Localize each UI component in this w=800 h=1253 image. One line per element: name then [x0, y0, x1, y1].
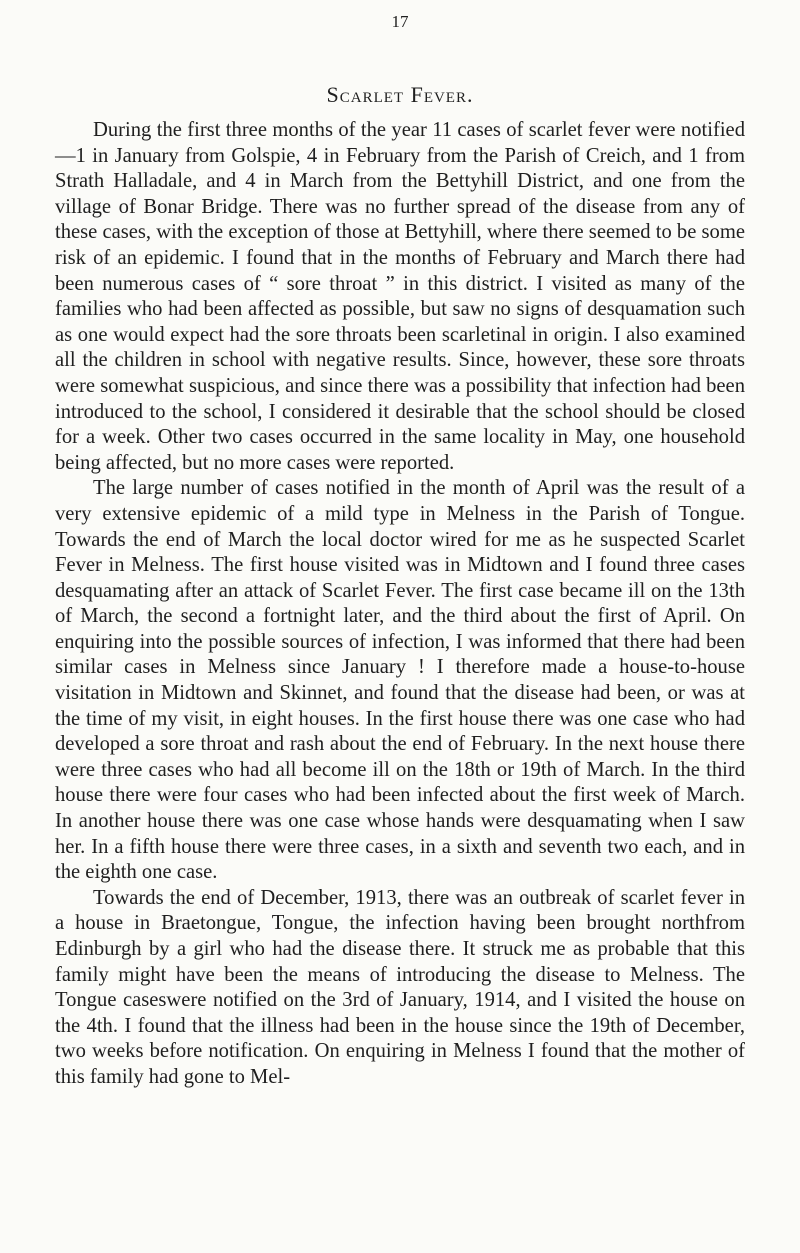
paragraph-3: Towards the end of December, 1913, there was an outbreak of scarlet fever in a house in Braetongue, Tongue, the infection having been brought northfrom Edinburgh by a girl who had the disease there. It struck me as probable that this family might have been the means of introducing the disease to Melness. The Tongue caseswere notified on the 3rd of January, 1914, and I visited the house on the 4th. I found that the illness had been in the house since the 19th of December, two weeks before notification. On enquiring in Melness I found that the mother of this family had gone to Mel- — [55, 886, 745, 1088]
section-heading: Scarlet Fever. — [326, 82, 474, 107]
body-text — [55, 118, 745, 1091]
page-number: 17 — [391, 12, 409, 31]
paragraph-2: The large number of cases notified in the month of April was the result of a very extensive epidemic of a mild type in Melness in the Parish of Tongue. Towards the end of March the local doctor wired for me as he suspected Scarlet Fever in Melness. The first house visited was in Midtown and I found three cases desquamating after an attack of Scarlet Fever. The first case became ill on the 13th of March, the second a fortnight later, and the third about the first of April. On enquiring into the possible sources of infection, I was informed that there had been similar cases in Melness since January ! I therefore made a house-to-house visitation in Midtown and Skinnet, and found that the disease had been, or was at the time of my visit, in eight houses. In the first house there was one case who had developed a sore throat and rash about the end of February. In the next house there were three cases who had all become ill on the 18th or 19th of March. In the third house there were four cases who had been infected about the first week of March. In another house there was one case whose hands were desquamating when I saw her. In a fifth house there were three cases, in a sixth and seventh two each, and in the eighth one case. — [55, 477, 745, 884]
paragraph-1: During the first three months of the year 11 cases of scarlet fever were notified—1 in January from Golspie, 4 in February from the Parish of Creich, and 1 from Strath Halladale, and 4 in March from the Bettyhill District, and one from the village of Bonar Bridge. There was no further spread of the disease from any of these cases, with the exception of those at Bettyhill, where there seemed to be some risk of an epidemic. I found that in the months of February and March there had been numerous cases of “ sore throat ” in this district. I visited as many of the families who had been affected as possible, but saw no signs of desquamation such as one would expect had the sore throats been scarletinal in origin. I also examined all the children in school with negative results. Since, however, these sore throats were somewhat suspicious, and since there was a possibility that infection had been introduced to the school, I considered it desirable that the school should be closed for a week. Other two cases occurred in the same locality in May, one household being affected, but no more cases were reported. — [55, 119, 745, 474]
